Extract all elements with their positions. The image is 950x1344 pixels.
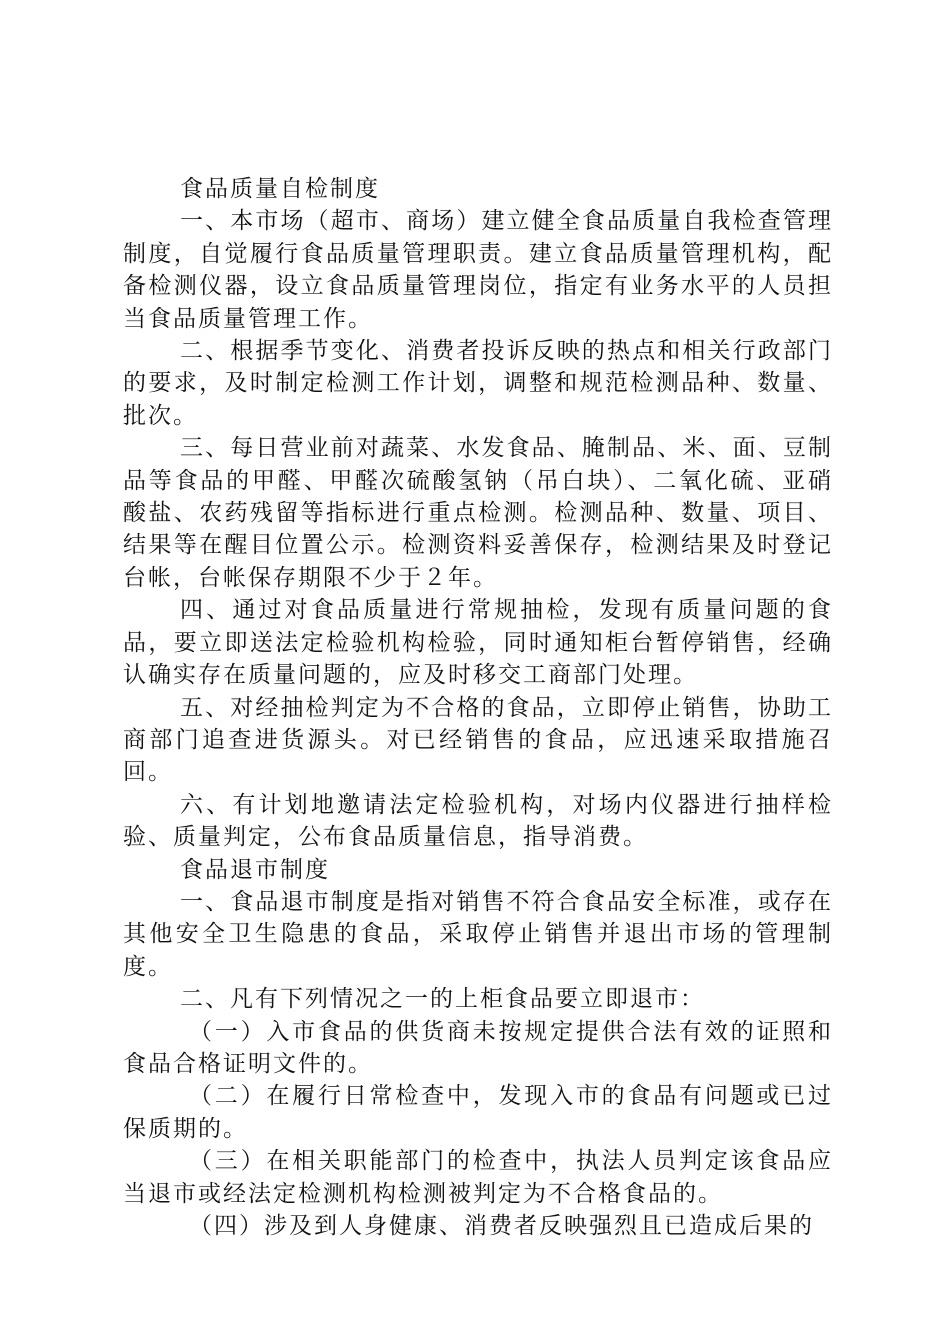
document-body [123, 173, 833, 1242]
withdrawal-item-3: （三）在相关职能部门的检查中，执法人员判定该食品应当退市或经法定检测机构检测被判定为不合格食品的。 [123, 1148, 833, 1207]
self-inspection-paragraph-2: 二、根据季节变化、消费者投诉反映的热点和相关行政部门的要求，及时制定检测工作计划，调整和规范检测品种、数量、批次。 [123, 338, 833, 429]
withdrawal-item-2: （二）在履行日常检查中，发现入市的食品有问题或已过保质期的。 [123, 1083, 833, 1142]
self-inspection-paragraph-3: 三、每日营业前对蔬菜、水发食品、腌制品、米、面、豆制品等食品的甲醛、甲醛次硫酸氢钠（吊白块）、二氧化硫、亚硝酸盐、农药残留等指标进行重点检测。检测品种、数量、项目、结果等在醒目位置公示。检测资料妥善保存，检测结果及时登记台帐，台帐保存期限不少于２年。 [123, 435, 833, 591]
withdrawal-item-1: （一）入市食品的供货商未按规定提供合法有效的证照和食品合格证明文件的。 [123, 1018, 833, 1077]
self-inspection-paragraph-1: 一、本市场（超市、商场）建立健全食品质量自我检查管理制度，自觉履行食品质量管理职责。建立食品质量管理机构，配备检测仪器，设立食品质量管理岗位，指定有业务水平的人员担当食品质量管理工作。 [123, 208, 833, 332]
self-inspection-paragraph-5: 五、对经抽检判定为不合格的食品，立即停止销售，协助工商部门追查进货源头。对已经销售的食品，应迅速采取措施召回。 [123, 694, 833, 786]
section-title-self-inspection: 食品质量自检制度 [180, 176, 380, 202]
withdrawal-paragraph-2: 二、凡有下列情况之一的上柜食品要立即退市： [180, 986, 705, 1013]
withdrawal-item-4: （四）涉及到人身健康、消费者反映强烈且已造成后果的 [189, 1213, 814, 1239]
self-inspection-paragraph-6: 六、有计划地邀请法定检验机构，对场内仪器进行抽样检验、质量判定，公布食品质量信息，指导消费。 [123, 791, 833, 851]
self-inspection-paragraph-4: 四、通过对食品质量进行常规抽检，发现有质量问题的食品，要立即送法定检验机构检验，同时通知柜台暂停销售，经确认确实存在质量问题的，应及时移交工商部门处理。 [123, 597, 833, 689]
withdrawal-paragraph-1: 一、食品退市制度是指对销售不符合食品安全标准，或存在其他安全卫生隐患的食品，采取停止销售并退出市场的管理制度。 [123, 888, 833, 980]
section-title-withdrawal: 食品退市制度 [180, 856, 330, 883]
